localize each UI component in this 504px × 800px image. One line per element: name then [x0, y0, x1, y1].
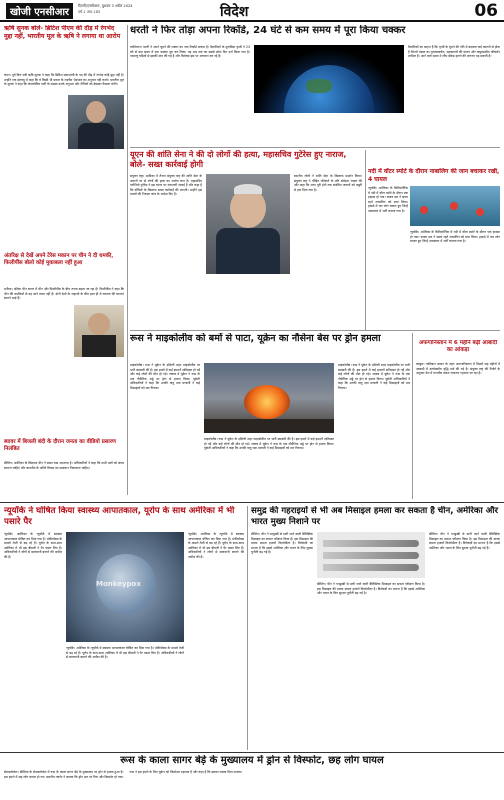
monkeypox-photo: [66, 532, 184, 642]
left-story2-body: मनीला। दक्षिण चीन सागर में चीन और फिलीपींस के बीच तनाव बढ़ता जा रहा है। फिलीपींस ने कहा कि चीन की धमकियों से वह डरने वाला नहीं है। दोनों देशों के जहाजों के बीच हाल ही में टकराव की घटनाएं सामने आई हैं।: [4, 287, 124, 301]
missile-story: [251, 506, 500, 750]
russia-story: [130, 333, 410, 499]
russia-story-body3: माइकोलीव। रूस ने यूक्रेन के दक्षिणी शहर माइकोलीव पर भारी बमबारी की है। इस हमले में कई इमारतें क्षतिग्रस्त हो गईं और कई लोगों की मौत हो गई। जवाब में यूक्रेन ने रूस के एक नौसैनिक अड्डे पर ड्रोन से हमला किया। यूक्रेनी अधिकारियों ने कहा कि उनकी वायु रक्षा प्रणाली ने कई मिसाइलों को मार गिराया।: [338, 363, 410, 390]
page-number: 06: [474, 1, 498, 21]
river-photo: [410, 186, 500, 226]
missile-story-headline: समुद्र की गहराइयों से भी अब मिसाइल हमला कर सकता है चीन, अमेरिका और भारत मुख्य निशाने पर: [251, 506, 499, 527]
guterres-photo: [206, 174, 290, 274]
river-story-body: न्यूयॉर्क। अमेरिका के कैलिफोर्निया में नदी में वॉटर स्पोर्ट के दौरान एक हादसा हो गया। बचाव दल ने समय रहते नाबालिग को बचा लिया। हादसे में चार लोग घायल हुए जिन्हें अस्पताल में भर्ती कराया गया है।: [368, 186, 408, 213]
missile-photo: [317, 532, 425, 578]
emergency-story-body2: न्यूयॉर्क। अमेरिका के न्यूयॉर्क में स्वास्थ्य आपातकाल घोषित कर दिया गया है। मंकीपॉक्स के मामले तेजी से बढ़ रहे हैं। यूरोप के साथ-साथ अमेरिका में भी इस बीमारी ने पैर पसार लिए हैं। अधिकारियों ने लोगों से सावधानी बरतने की अपील की है।: [66, 646, 184, 660]
river-story-headline: नदी में वॉटर स्पोर्ट के दौरान नाबालिग की जान बचाकर रखी, 4 घायल: [368, 168, 500, 183]
top-story-body: वाशिंगटन। धरती ने अपने घूमने की रफ्तार का नया रिकॉर्ड बनाया है। वैज्ञानिकों के मुताबिक पृथ्वी ने 24 घंटे से कम समय में एक चक्कर पूरा कर लिया। यह अब तक का सबसे छोटा दिन दर्ज किया गया है। परमाणु घड़ियों से इसकी माप की गई है और विशेषज्ञ इस पर अध्ययन कर रहे हैं।: [130, 45, 250, 59]
emergency-story-body3: न्यूयॉर्क। अमेरिका के न्यूयॉर्क में स्वास्थ्य आपातकाल घोषित कर दिया गया है। मंकीपॉक्स के मामले तेजी से बढ़ रहे हैं। यूरोप के साथ-साथ अमेरिका में भी इस बीमारी ने पैर पसार लिए हैं। अधिकारियों ने लोगों से सावधानी बरतने की अपील की है।: [188, 532, 244, 559]
river-story: [368, 168, 500, 334]
date-line: दिल्ली/एनसीआर, बुधवार 3 अप्रैल 2024: [78, 4, 133, 8]
bottom-story-headline: रूस के काला सागर बेड़े के मुख्यालय में ड्रोन से विस्फोट, छह लोग घायल: [120, 755, 384, 766]
russia-story-body: माइकोलीव। रूस ने यूक्रेन के दक्षिणी शहर माइकोलीव पर भारी बमबारी की है। इस हमले में कई इमारतें क्षतिग्रस्त हो गईं और कई लोगों की मौत हो गई। जवाब में यूक्रेन ने रूस के एक नौसैनिक अड्डे पर ड्रोन से हमला किया। यूक्रेनी अधिकारियों ने कहा कि उनकी वायु रक्षा प्रणाली ने कई मिसाइलों को मार गिराया।: [130, 363, 200, 390]
top-story-body2: वैज्ञानिकों का कहना है कि पृथ्वी के घूमने की गति में बदलाव कई कारणों से होता है जिनमें चंद्रमा का गुरुत्वाकर्षण, महासागरों की धाराएं और वायुमंडलीय परिवर्तन शामिल हैं। आने वाले समय में लीप सेकंड हटाने की जरूरत पड़ सकती है।: [408, 45, 500, 59]
bottom-story-body: सेवास्तोपोल। क्रीमिया के सेवास्तोपोल में रूस के काला सागर बेड़े के मुख्यालय पर ड्रोन से हमला हुआ है। इस हमले में छह लोग घायल हो गए। स्थानीय गवर्नर ने बताया कि ड्रोन छत पर गिरा और विस्फोट हो गया। रूस ने इस हमले के लिए यूक्रेन को जिम्मेदार ठहराया है और कहा है कि इसका जवाब दिया जाएगा।: [4, 770, 243, 779]
masthead: [0, 0, 504, 22]
emergency-story-body: न्यूयॉर्क। अमेरिका के न्यूयॉर्क में स्वास्थ्य आपातकाल घोषित कर दिया गया है। मंकीपॉक्स के मामले तेजी से बढ़ रहे हैं। यूरोप के साथ-साथ अमेरिका में भी इस बीमारी ने पैर पसार लिए हैं। अधिकारियों ने लोगों से सावधानी बरतने की अपील की है।: [4, 532, 62, 559]
left-story2-headline: अंतरिक्ष से देखें अपने टेरेस मकान पर चीन ने दी धमकी, फिलीपींस बोलो कोई मुकाबला नहीं हुआ: [4, 253, 114, 266]
un-story: [130, 150, 362, 320]
russia-story-body2: माइकोलीव। रूस ने यूक्रेन के दक्षिणी शहर माइकोलीव पर भारी बमबारी की है। इस हमले में कई इमारतें क्षतिग्रस्त हो गईं और कई लोगों की मौत हो गई। जवाब में यूक्रेन ने रूस के एक नौसैनिक अड्डे पर ड्रोन से हमला किया। यूक्रेनी अधिकारियों ने कहा कि उनकी वायु रक्षा प्रणाली ने कई मिसाइलों को मार गिराया।: [204, 437, 334, 451]
bottom-story: [4, 755, 500, 799]
side-story-headline: अफगानिस्तान में 6 महीने बढ़ी आबादी का आंकड़ा: [418, 340, 498, 353]
left-story3-headline: ब्यावर में बिजली बंदी के दौरान जनता का वीडियो प्रसारण निलंबित: [4, 439, 116, 452]
river-story-body-continued: न्यूयॉर्क। अमेरिका के कैलिफोर्निया में नदी में वॉटर स्पोर्ट के दौरान एक हादसा हो गया। बचाव दल ने समय रहते नाबालिग को बचा लिया। हादसे में चार लोग घायल हुए जिन्हें अस्पताल में भर्ती कराया गया है।: [410, 230, 500, 244]
explosion-photo: [204, 363, 334, 433]
left-column: [4, 25, 124, 495]
section-title: विदेश: [220, 4, 249, 20]
un-story-headline: यूएन की शांति सेना ने की दो लोगों की हत्या, महासचिव गुटेरेस हुए नाराज, बोले- सख्त कार्रवाई होगी: [130, 150, 347, 169]
emergency-story: [4, 506, 244, 750]
emergency-story-headline: न्यूयॉर्क ने घोषित किया स्वास्थ्य आपातकाल, यूरोप के साथ अमेरिका में भी पसारे पैर: [4, 506, 235, 527]
un-story-body: संयुक्त राष्ट्र। अफ्रीका में तैनात संयुक्त राष्ट्र की शांति सेना के जवानों पर दो लोगों की हत्या का आरोप लगा है। महासचिव एंटोनियो गुटेरेस ने इस घटना पर नाराजगी जताई है और कहा है कि दोषियों के खिलाफ सख्त कार्रवाई की जाएगी। उन्होंने इस मामले की निष्पक्ष जांच के आदेश दिए हैं।: [130, 174, 202, 197]
un-story-body2: स्थानीय लोगों ने शांति सेना के खिलाफ प्रदर्शन किया। संयुक्त राष्ट्र ने पीड़ित परिवारों के प्रति संवेदना व्यक्त की और कहा कि जांच पूरी होने तक संबंधित जवानों को ड्यूटी से हटा दिया गया है।: [294, 174, 362, 192]
left-story-body: लंदन। पूर्व वित्त मंत्री ऋषि सुनक ने कहा कि ब्रिटिश प्रधानमंत्री के पद की दौड़ में रंगभेद कोई मुद्दा नहीं है। उन्होंने एक इंटरव्यू में कहा कि वे किसी भी प्रकार के नस्लीय भेदभाव का अनुभव नहीं करते। भारतीय मूल के सुनक ने कहा कि कंजरवेटिव पार्टी के सदस्य उनके अनुभव और नीतियों को देखकर फैसला करेंगे।: [4, 73, 124, 87]
paper-name: खोजी एनसीआर: [6, 3, 73, 19]
left-story3-body: बीजिंग। अमेरिका के खिलाफ चीन ने सख्त रुख अपनाया है। अधिकारियों ने कहा कि सभी पक्षों को संयम बरतना चाहिए और बातचीत के जरिये विवाद का समाधान निकालना चाहिए।: [4, 461, 124, 470]
missile-story-body2: बीजिंग। चीन ने पनडुब्बी से दागी जाने वाली बैलिस्टिक मिसाइल का सफल परीक्षण किया है। इस मिसाइल की मारक क्षमता हजारों किलोमीटर है। विशेषज्ञों का मानना है कि इससे अमेरिका और भारत के लिए सुरक्षा चुनौती बढ़ गई है।: [317, 582, 425, 596]
left-story-headline: ऋषि सुनक बोले- ब्रिटिश पीएम की दौड़ में रंगभेद मुद्दा नहीं, भारतीय मूल के ऋषि ने लगाया था आरोप: [4, 25, 121, 40]
russia-story-headline: रूस ने माइकोलीव को बमों से पाटा, यूक्रेन का नौसेना बेस पर ड्रोन हमला: [130, 333, 381, 344]
monkeypox-label: Monkeypox: [96, 580, 141, 588]
side-story: [416, 340, 500, 498]
missile-story-body: बीजिंग। चीन ने पनडुब्बी से दागी जाने वाली बैलिस्टिक मिसाइल का सफल परीक्षण किया है। इस मिसाइल की मारक क्षमता हजारों किलोमीटर है। विशेषज्ञों का मानना है कि इससे अमेरिका और भारत के लिए सुरक्षा चुनौती बढ़ गई है।: [251, 532, 313, 555]
issue-line: वर्ष-1 अंक-185: [78, 10, 101, 14]
earth-photo: [254, 45, 404, 113]
top-story: [130, 25, 500, 145]
missile-story-body3: बीजिंग। चीन ने पनडुब्बी से दागी जाने वाली बैलिस्टिक मिसाइल का सफल परीक्षण किया है। इस मिसाइल की मारक क्षमता हजारों किलोमीटर है। विशेषज्ञों का मानना है कि इससे अमेरिका और भारत के लिए सुरक्षा चुनौती बढ़ गई है।: [429, 532, 500, 550]
top-story-headline: धरती ने फिर तोड़ा अपना रिकॉर्ड, 24 घंटे से कम समय में पूरा किया चक्कर: [130, 25, 406, 36]
side-story-body: काबुल। तालिबान शासन के तहत अफगानिस्तान में पिछले छह महीनों में आबादी में उल्लेखनीय वृद्धि दर्ज की गई है। संयुक्त राष्ट्र की रिपोर्ट के अनुसार देश में मानवीय संकट लगातार गहराता जा रहा है।: [416, 362, 500, 376]
